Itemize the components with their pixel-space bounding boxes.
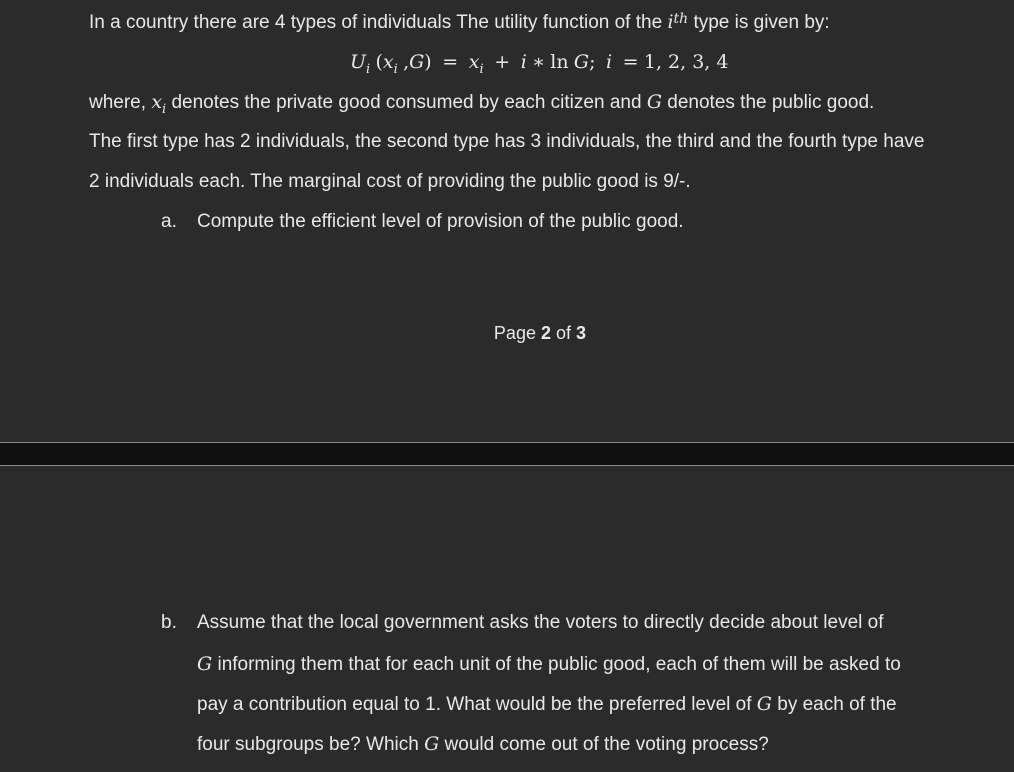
footer-total-pages: 3	[576, 323, 587, 343]
ith-superscript: th	[673, 11, 689, 27]
intro-suffix: type is given by:	[693, 12, 830, 33]
ith-symbol: i	[667, 11, 674, 33]
eq-x: x	[382, 51, 394, 73]
intro-prefix: In a country there are 4 types of individuals The utility function of the	[89, 12, 663, 33]
where-mid: denotes the private good consumed by each citizen and	[171, 92, 642, 113]
eq-x2: x	[468, 51, 480, 73]
part-b-line-1	[161, 611, 883, 635]
part-b-text-3-prefix: pay a contribution equal to 1. What would be the preferred level of	[197, 694, 752, 715]
eq-star: ∗	[532, 51, 545, 73]
where-x: x	[151, 91, 163, 113]
part-b-text-2: informing them that for each unit of the public good, each of them will be asked to	[217, 654, 901, 675]
part-b-line-4	[197, 732, 769, 757]
eq-plus: +	[494, 51, 511, 73]
where-line	[89, 90, 874, 122]
eq-values: 1, 2, 3, 4	[643, 51, 729, 73]
part-b-G-1: G	[197, 653, 213, 675]
utility-equation	[350, 50, 728, 82]
part-b-line-3	[197, 692, 897, 717]
part-b-G-2: G	[756, 693, 772, 715]
part-a-label: a.	[161, 211, 177, 232]
eq-open-paren: (	[375, 51, 383, 73]
eq-U: U	[350, 51, 367, 73]
footer-current-page: 2	[540, 323, 551, 343]
part-a-text: Compute the efficient level of provision of the public good.	[197, 211, 684, 232]
eq-U-sub: i	[366, 61, 371, 77]
eq-G: G	[409, 51, 425, 73]
part-b-text-1: Assume that the local government asks the voters to directly decide about level of	[197, 612, 884, 633]
eq-x2-sub: i	[479, 61, 484, 77]
part-b-label: b.	[161, 612, 177, 633]
eq-ln: ln	[550, 51, 569, 73]
where-x-sub: i	[162, 101, 167, 117]
eq-x-sub: i	[393, 61, 398, 77]
eq-equals-1: =	[442, 51, 459, 73]
part-b-text-4-prefix: four subgroups be? Which	[197, 734, 419, 755]
part-a	[161, 210, 684, 234]
types-line-1: The first type has 2 individuals, the second type has 3 individuals, the third and the fourth type have	[89, 131, 925, 152]
intro-line	[89, 10, 830, 35]
eq-equals-2: =	[622, 51, 639, 73]
part-b-G-3: G	[424, 733, 440, 755]
eq-semicolon: ;	[589, 51, 596, 73]
part-b-line-2	[197, 652, 901, 677]
eq-G2: G	[573, 51, 590, 73]
page-footer	[0, 321, 1014, 345]
eq-i2: i	[606, 51, 613, 73]
document-page-3	[0, 466, 1014, 772]
eq-close-paren: )	[424, 51, 432, 73]
part-b-text-3-suffix: by each of the	[777, 694, 897, 715]
eq-comma: ,	[403, 51, 410, 73]
footer-middle: of	[556, 323, 572, 343]
where-G: G	[646, 91, 662, 113]
part-b-text-4-suffix: would come out of the voting process?	[444, 734, 769, 755]
where-prefix: where,	[89, 92, 147, 113]
footer-prefix: Page	[493, 323, 536, 343]
types-line-2: 2 individuals each. The marginal cost of providing the public good is 9/-.	[89, 171, 691, 192]
eq-i: i	[520, 51, 527, 73]
page-separator	[0, 442, 1014, 466]
where-suffix: denotes the public good.	[667, 92, 875, 113]
